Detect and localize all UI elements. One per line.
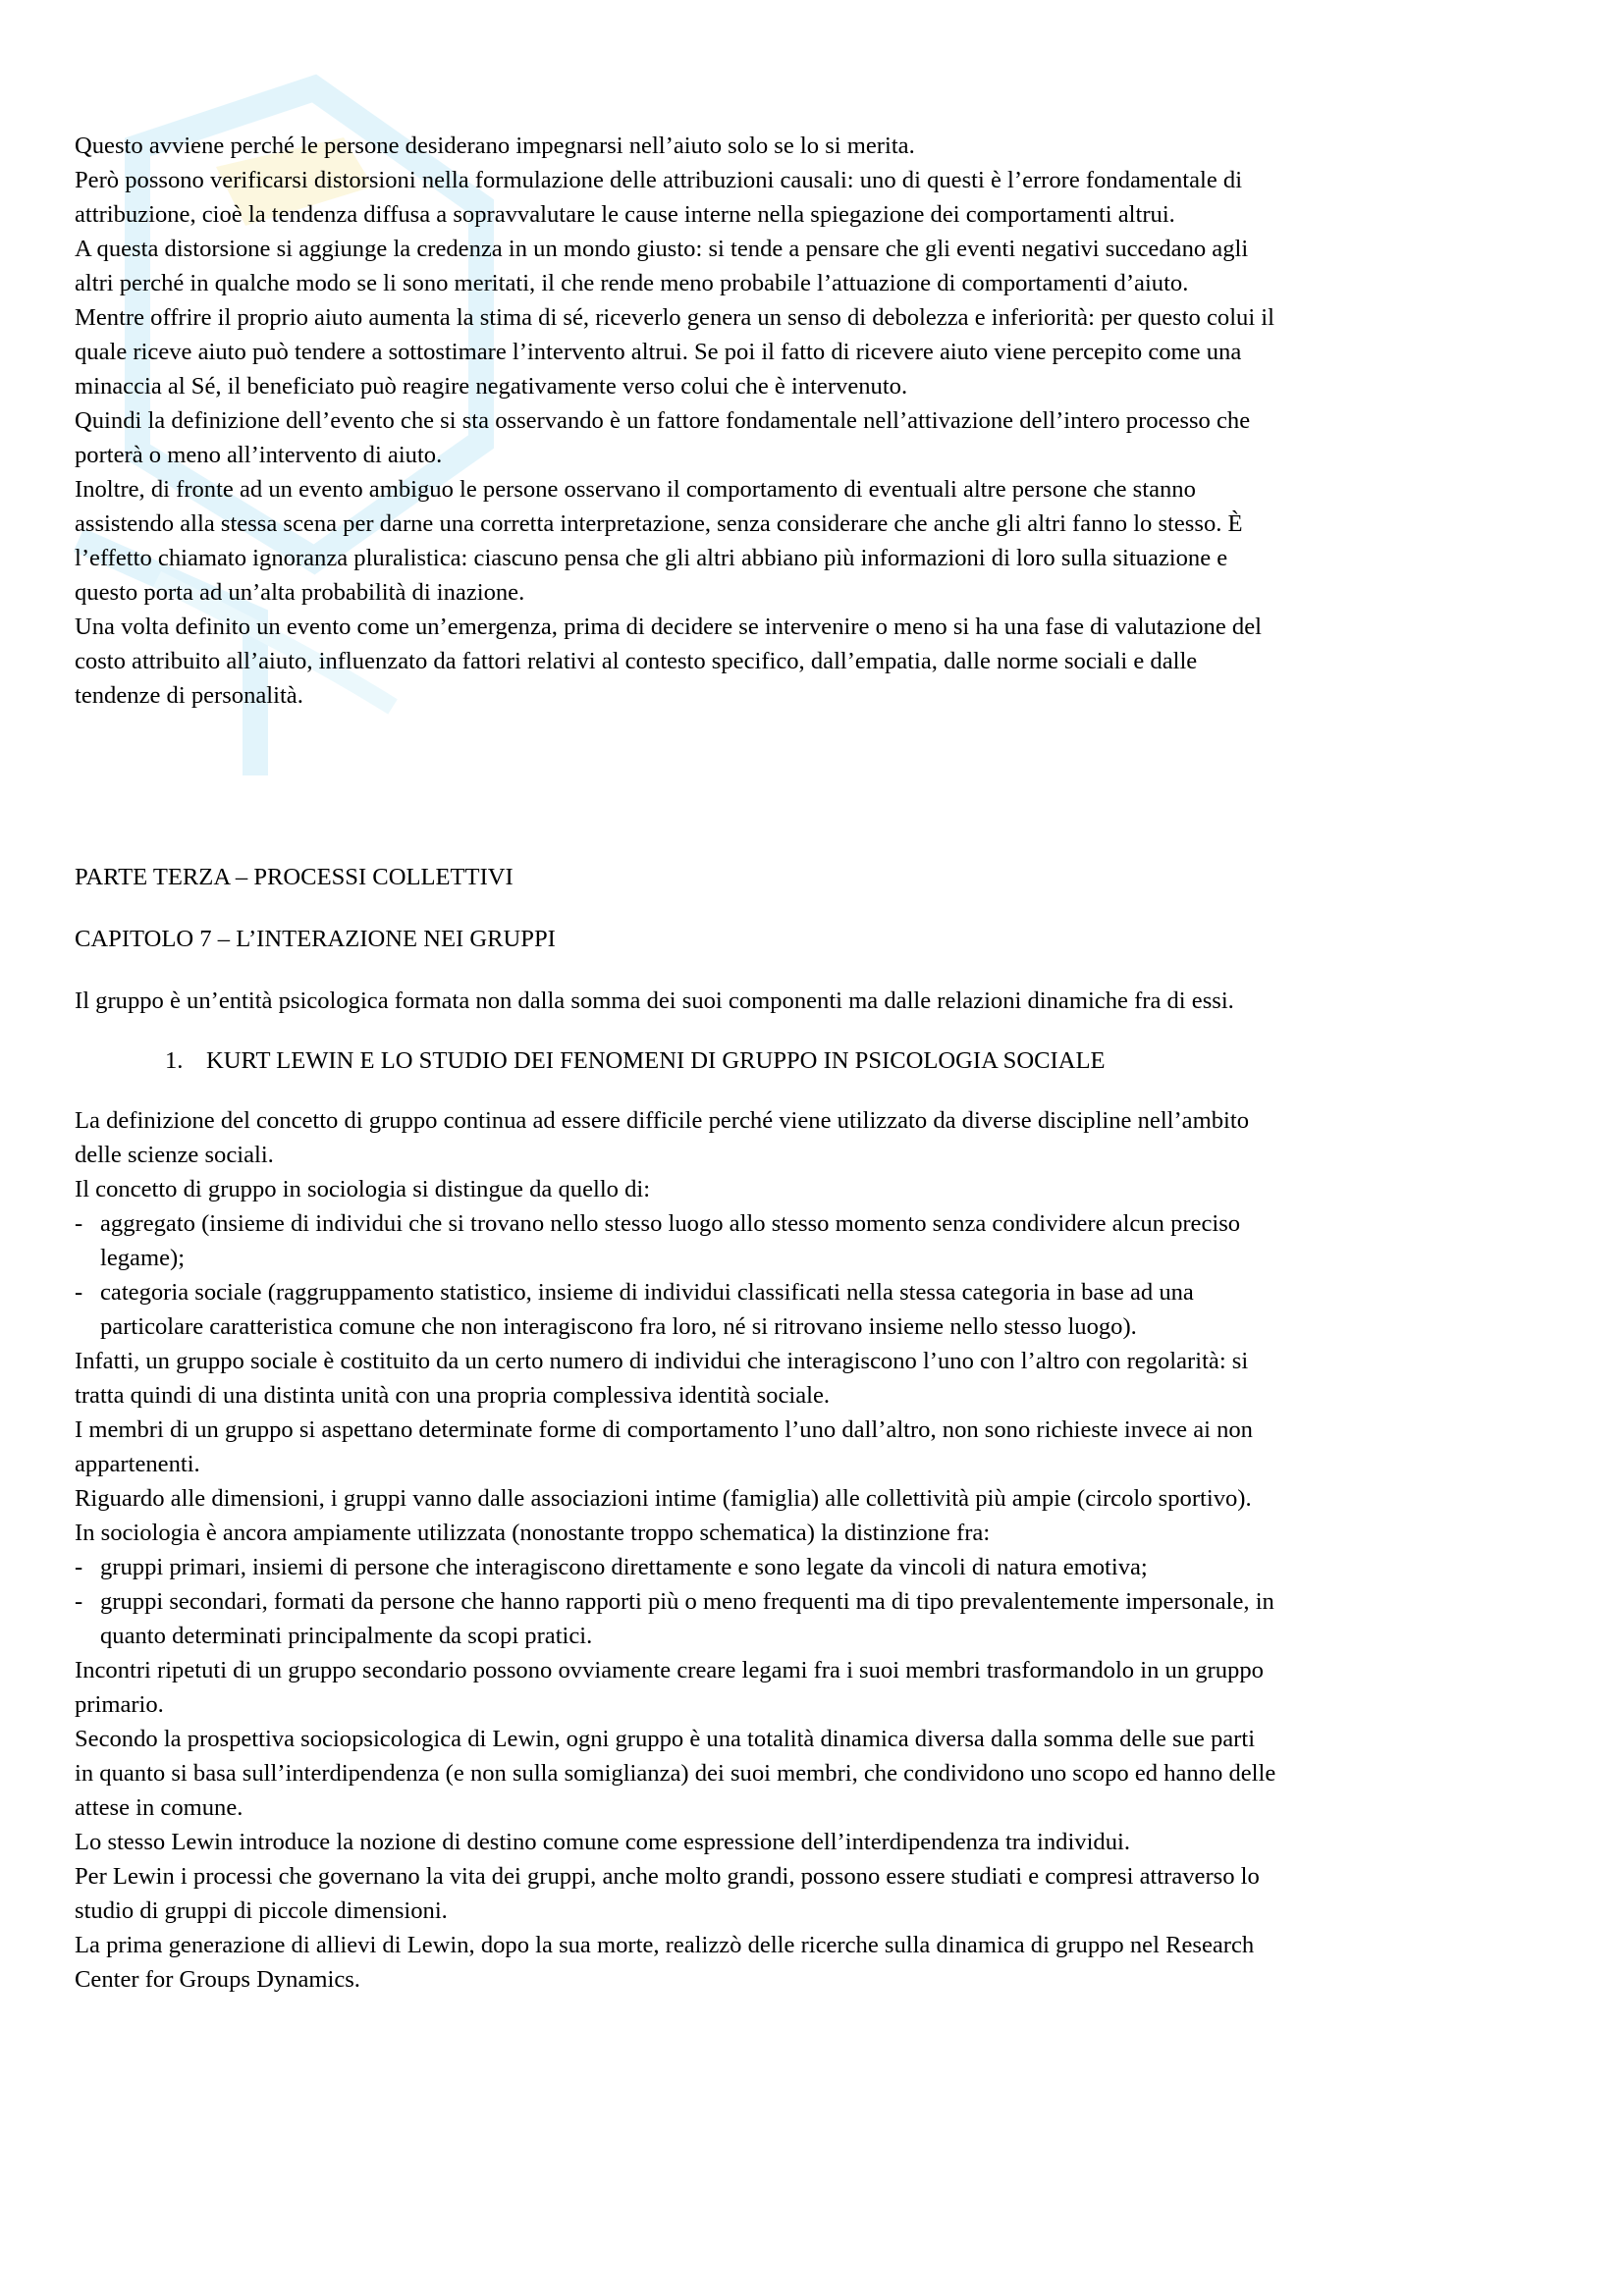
text-line: l’effetto chiamato ignoranza pluralistica: ciascuno pensa che gli altri abbiano più informazioni di loro sulla situazione e — [75, 545, 1228, 571]
section-number: 1. — [165, 1047, 184, 1074]
list-item — [75, 1550, 1577, 1584]
section-heading — [75, 1043, 1577, 1078]
dash-bullet: - — [75, 1279, 83, 1306]
definition-list-1 — [75, 1206, 1577, 1344]
text-line: questo porta ad un’alta probabilità di inazione. — [75, 579, 525, 606]
text-line: costo attribuito all’aiuto, influenzato da fattori relativi al contesto specifico, dall’empatia, dalle norme sociali e dalle — [75, 648, 1198, 674]
list-item-text: particolare caratteristica comune che non interagiscono fra loro, né si ritrovano insieme nello stesso luogo). — [100, 1313, 1137, 1340]
section-title: KURT LEWIN E LO STUDIO DEI FENOMENI DI GRUPPO IN PSICOLOGIA SOCIALE — [206, 1047, 1106, 1074]
text-line: In sociologia è ancora ampiamente utilizzata (nonostante troppo schematica) la distinzione fra: — [75, 1520, 991, 1546]
text-line: quale riceve aiuto può tendere a sottostimare l’intervento altrui. Se poi il fatto di ricevere aiuto viene percepito come una — [75, 339, 1242, 365]
text-line: Quindi la definizione dell’evento che si sta osservando è un fattore fondamentale nell’attivazione dell’intero processo che — [75, 407, 1251, 434]
text-line: Una volta definito un evento come un’emergenza, prima di decidere se intervenire o meno si ha una fase di valutazione del — [75, 614, 1262, 640]
list-item — [75, 1206, 1577, 1275]
list-item-text: aggregato (insieme di individui che si trovano nello stesso luogo allo stesso momento senza condividere alcun preciso — [100, 1210, 1241, 1237]
text-line: Questo avviene perché le persone desiderano impegnarsi nell’aiuto solo se lo si merita. — [75, 133, 915, 159]
text-line: Secondo la prospettiva sociopsicologica di Lewin, ogni gruppo è una totalità dinamica diversa dalla somma delle sue parti — [75, 1726, 1256, 1752]
text-line: primario. — [75, 1691, 164, 1718]
text-line: Center for Groups Dynamics. — [75, 1966, 360, 1993]
text-line: Il concetto di gruppo in sociologia si distingue da quello di: — [75, 1176, 651, 1202]
text-line: porterà o meno all’intervento di aiuto. — [75, 442, 443, 468]
list-item-text: gruppi primari, insiemi di persone che interagiscono direttamente e sono legate da vincoli di natura emotiva; — [100, 1554, 1148, 1580]
text-line: Per Lewin i processi che governano la vita dei gruppi, anche molto grandi, possono essere studiati e compresi attraverso lo — [75, 1863, 1260, 1890]
text-line: Incontri ripetuti di un gruppo secondario possono ovviamente creare legami fra i suoi membri trasformandolo in un gruppo — [75, 1657, 1264, 1683]
text-line: Infatti, un gruppo sociale è costituito da un certo numero di individui che interagiscono l’uno con l’altro con regolarità: si — [75, 1348, 1249, 1374]
list-item — [75, 1584, 1577, 1653]
chapter-intro: Il gruppo è un’entità psicologica formata non dalla somma dei suoi componenti ma dalle relazioni dinamiche fra di essi. — [75, 988, 1234, 1014]
text-line: Inoltre, di fronte ad un evento ambiguo le persone osservano il comportamento di eventuali altre persone che stanno — [75, 476, 1196, 503]
text-line: attese in comune. — [75, 1794, 243, 1821]
definition-list-2 — [75, 1550, 1577, 1653]
list-item-text: quanto determinati principalmente da scopi pratici. — [100, 1623, 593, 1649]
text-line: Lo stesso Lewin introduce la nozione di destino comune come espressione dell’interdipendenza tra individui. — [75, 1829, 1130, 1855]
document-text — [75, 129, 1577, 1997]
text-line: tratta quindi di una distinta unità con una propria complessiva identità sociale. — [75, 1382, 831, 1409]
text-line: Riguardo alle dimensioni, i gruppi vanno dalle associazioni intime (famiglia) alle collettività più ampie (circolo sportivo). — [75, 1485, 1252, 1512]
text-line: Però possono verificarsi distorsioni nella formulazione delle attribuzioni causali: uno di questi è l’errore fondamentale di — [75, 167, 1243, 193]
chapter-title: CAPITOLO 7 – L’INTERAZIONE NEI GRUPPI — [75, 926, 556, 952]
text-line: La prima generazione di allievi di Lewin, dopo la sua morte, realizzò delle ricerche sulla dinamica di gruppo nel Research — [75, 1932, 1255, 1958]
dash-bullet: - — [75, 1554, 83, 1580]
section-body-3 — [75, 1653, 1577, 1997]
text-line: La definizione del concetto di gruppo continua ad essere difficile perché viene utilizzato da diverse discipline nell’ambito — [75, 1107, 1249, 1134]
text-line: Mentre offrire il proprio aiuto aumenta la stima di sé, riceverlo genera un senso di debolezza e inferiorità: per questo colui il — [75, 304, 1274, 331]
list-item-text: gruppi secondari, formati da persone che hanno rapporti più o meno frequenti ma di tipo prevalentemente impersonale, in — [100, 1588, 1274, 1615]
part-title: PARTE TERZA – PROCESSI COLLETTIVI — [75, 864, 514, 890]
intro-paragraphs — [75, 129, 1577, 713]
text-line: delle scienze sociali. — [75, 1142, 274, 1168]
text-line: minaccia al Sé, il beneficiato può reagire negativamente verso colui che è intervenuto. — [75, 373, 908, 400]
text-line: studio di gruppi di piccole dimensioni. — [75, 1897, 448, 1924]
text-line: tendenze di personalità. — [75, 682, 303, 709]
section-body-2 — [75, 1344, 1577, 1550]
list-item-text: legame); — [100, 1245, 186, 1271]
text-line: in quanto si basa sull’interdipendenza (e non sulla somiglianza) dei suoi membri, che condividono uno scopo ed hanno delle — [75, 1760, 1276, 1787]
list-item — [75, 1275, 1577, 1344]
text-line: assistendo alla stessa scena per darne una corretta interpretazione, senza considerare che anche gli altri fanno lo stesso. È — [75, 510, 1243, 537]
text-line: I membri di un gruppo si aspettano determinate forme di comportamento l’uno dall’altro, non sono richieste invece ai non — [75, 1416, 1253, 1443]
dash-bullet: - — [75, 1210, 83, 1237]
section-body-1 — [75, 1103, 1577, 1206]
text-line: appartenenti. — [75, 1451, 200, 1477]
text-line: attribuzione, cioè la tendenza diffusa a sopravvalutare le cause interne nella spiegazione dei comportamenti altrui. — [75, 201, 1175, 228]
list-item-text: categoria sociale (raggruppamento statistico, insieme di individui classificati nella stessa categoria in base ad una — [100, 1279, 1194, 1306]
text-line: altri perché in qualche modo se li sono meritati, il che rende meno probabile l’attuazione di comportamenti d’aiuto. — [75, 270, 1189, 296]
dash-bullet: - — [75, 1588, 83, 1615]
text-line: A questa distorsione si aggiunge la credenza in un mondo giusto: si tende a pensare che gli eventi negativi succedano agli — [75, 236, 1249, 262]
